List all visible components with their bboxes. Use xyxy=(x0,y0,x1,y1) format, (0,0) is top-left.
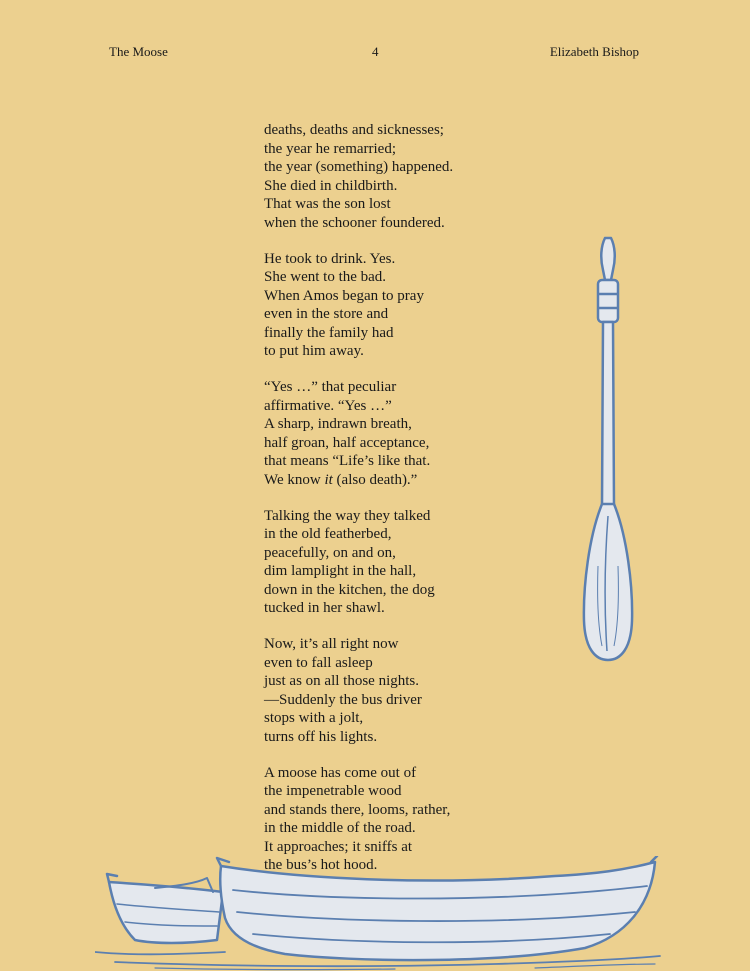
rowboats-icon xyxy=(95,856,665,971)
poem-line: She died in childbirth. xyxy=(264,177,398,194)
poem-line: that means “Life’s like that. xyxy=(264,453,431,469)
poem-line-with-italic: We know it (also death).” xyxy=(264,471,418,488)
stanza-4 xyxy=(264,507,564,618)
poem-line: He took to drink. Yes. xyxy=(264,250,396,267)
poem-line: even in the store and xyxy=(264,306,389,322)
poem-line: Now, it’s all right now xyxy=(264,636,399,652)
oar-icon xyxy=(580,236,640,664)
stanza-3 xyxy=(264,378,564,489)
poem-line: and stands there, looms, rather, xyxy=(264,801,451,818)
poem-line: down in the kitchen, the dog xyxy=(264,581,435,598)
poem-line: She went to the bad. xyxy=(264,269,387,285)
page-number: 4 xyxy=(372,44,379,59)
stanza-5 xyxy=(264,635,564,746)
poem-line: peacefully, on and on, xyxy=(264,544,396,561)
poem-line: in the old featherbed, xyxy=(264,526,392,542)
poem-line: A moose has come out of xyxy=(264,764,417,781)
poem-line: the bus’s hot hood. xyxy=(264,857,378,873)
poem-line: when the schooner foundered. xyxy=(264,214,445,231)
poem-line: finally the family had xyxy=(264,324,394,341)
poem-line: deaths, deaths and sicknesses; xyxy=(264,122,444,138)
poem-line: tucked in her shawl. xyxy=(264,600,385,616)
poem-line: half groan, half acceptance, xyxy=(264,434,430,451)
poem-line: Talking the way they talked xyxy=(264,507,431,524)
poem-line: It approaches; it sniffs at xyxy=(264,838,413,855)
poem-line: even to fall asleep xyxy=(264,654,373,671)
poem-line: just as on all those nights. xyxy=(264,673,419,689)
poem-line: turns off his lights. xyxy=(264,728,378,745)
poem-line: —Suddenly the bus driver xyxy=(264,691,422,708)
poem-line: A sharp, indrawn breath, xyxy=(264,416,412,432)
poem-line: in the middle of the road. xyxy=(264,820,416,836)
poem-line: affirmative. “Yes …” xyxy=(264,397,392,414)
header-title: The Moose xyxy=(109,44,168,59)
stanza-1 xyxy=(264,121,564,232)
poem-line: the year he remarried; xyxy=(264,140,397,157)
page-header xyxy=(0,44,750,62)
poem-line: the year (something) happened. xyxy=(264,159,454,175)
stanza-2 xyxy=(264,250,564,361)
poem-line: That was the son lost xyxy=(264,196,391,212)
poem-line: dim lamplight in the hall, xyxy=(264,563,417,579)
poem-line: “Yes …” that peculiar xyxy=(264,379,397,395)
poem-line: to put him away. xyxy=(264,343,364,359)
header-author: Elizabeth Bishop xyxy=(549,44,639,59)
poem-line: When Amos began to pray xyxy=(264,287,424,304)
poem-body xyxy=(264,121,564,892)
poem-line: the impenetrable wood xyxy=(264,783,402,799)
poem-line: stops with a jolt, xyxy=(264,710,364,726)
